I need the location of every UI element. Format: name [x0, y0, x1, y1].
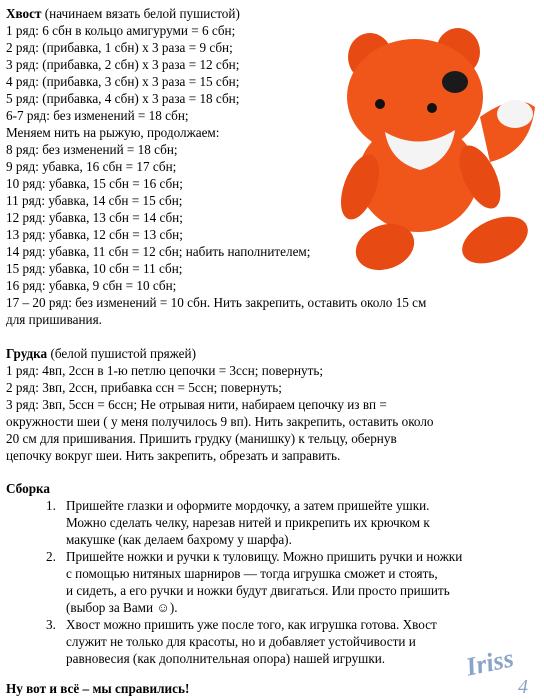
fox-toy-photo	[330, 12, 540, 282]
tail-row-16: 16 ряд: убавка, 9 сбн = 10 сбн;	[6, 278, 177, 293]
author-signature: Iriss	[463, 643, 517, 682]
assembly-item-2-line-4: (выбор за Вами ☺).	[66, 600, 178, 615]
chest-line-3: 3 ряд: 3вп, 5ссн = 6ссн; Не отрывая нити, набираем цепочку из вп =	[6, 397, 387, 412]
tail-row-5: 5 ряд: (прибавка, 4 сбн) х 3 раза = 18 сбн;	[6, 91, 240, 106]
assembly-item-1-line-2: Можно сделать челку, нарезав нитей и прикрепить их крючком к	[66, 515, 430, 530]
tail-row-15: 15 ряд: убавка, 10 сбн = 11 сбн;	[6, 261, 183, 276]
tail-subtitle: (начинаем вязать белой пушистой)	[41, 6, 240, 21]
fox-nose	[442, 71, 468, 93]
assembly-item-2-line-1: Пришейте ножки и ручки к туловищу. Можно пришить ручки и ножки	[66, 549, 463, 564]
fox-eye-left	[375, 99, 385, 109]
chest-line-6: цепочку вокруг шеи. Нить закрепить, обрезать и заправить.	[6, 448, 341, 463]
assembly-item-1-number: 1.	[46, 498, 56, 513]
tail-title: Хвост	[6, 6, 42, 21]
tail-row-7: Меняем нить на рыжую, продолжаем:	[6, 125, 220, 140]
assembly-item-2-line-3: и сидеть, а его ручки и ножки будут двигаться. Или просто пришить	[66, 583, 450, 598]
tail-heading	[6, 6, 240, 21]
fox-leg-right	[455, 207, 535, 273]
closing-line: Ну вот и всё – мы справились!	[6, 681, 190, 696]
tail-row-3: 3 ряд: (прибавка, 2 сбн) х 3 раза = 12 сбн;	[6, 57, 240, 72]
tail-row-14: 14 ряд: убавка, 11 сбн = 12 сбн; набить наполнителем;	[6, 244, 311, 259]
tail-row-6: 6-7 ряд: без изменений = 18 сбн;	[6, 108, 189, 123]
chest-line-1: 1 ряд: 4вп, 2ссн в 1-ю петлю цепочки = 3ссн; повернуть;	[6, 363, 324, 378]
tail-row-1: 1 ряд: 6 сбн в кольцо амигуруми = 6 сбн;	[6, 23, 236, 38]
assembly-item-2-line-2: с помощью нитяных шарниров — тогда игрушка сможет и стоять,	[66, 566, 438, 581]
assembly-item-3-line-2: служит не только для красоты, но и добавляет устойчивости и	[66, 634, 416, 649]
page-number: 4	[518, 676, 528, 698]
tail-row-17-cont: для пришивания.	[6, 312, 102, 327]
assembly-item-3-line-1: Хвост можно пришить уже после того, как игрушка готова. Хвост	[66, 617, 437, 632]
tail-row-11: 11 ряд: убавка, 14 сбн = 15 сбн;	[6, 193, 183, 208]
assembly-item-3-number: 3.	[46, 617, 56, 632]
fox-eye-right	[427, 103, 437, 113]
fox-tail-tip	[497, 100, 533, 128]
tail-row-4: 4 ряд: (прибавка, 3 сбн) х 3 раза = 15 сбн;	[6, 74, 240, 89]
assembly-item-1-line-1: Пришейте глазки и оформите мордочку, а затем пришейте ушки.	[66, 498, 430, 513]
chest-title: Грудка	[6, 346, 48, 361]
tail-row-9: 9 ряд: убавка, 16 сбн = 17 сбн;	[6, 159, 177, 174]
tail-row-12: 12 ряд: убавка, 13 сбн = 14 сбн;	[6, 210, 183, 225]
chest-line-2: 2 ряд: 3вп, 2ссн, прибавка ссн = 5ссн; повернуть;	[6, 380, 282, 395]
chest-heading	[6, 346, 196, 361]
assembly-item-2-number: 2.	[46, 549, 56, 564]
tail-row-8: 8 ряд: без изменений = 18 сбн;	[6, 142, 178, 157]
tail-row-10: 10 ряд: убавка, 15 сбн = 16 сбн;	[6, 176, 183, 191]
tail-row-2: 2 ряд: (прибавка, 1 сбн) х 3 раза = 9 сбн;	[6, 40, 233, 55]
assembly-item-3-line-3: равновесия (как дополнительная опора) нашей игрушки.	[66, 651, 386, 666]
chest-line-5: 20 см для пришивания. Пришить грудку (манишку) к тельцу, обернув	[6, 431, 397, 446]
tail-row-13: 13 ряд: убавка, 12 сбн = 13 сбн;	[6, 227, 183, 242]
assembly-item-1-line-3: макушке (как делаем бахрому у шарфа).	[66, 532, 292, 547]
chest-line-4: окружности шеи ( у меня получилось 9 вп). Нить закрепить, оставить около	[6, 414, 434, 429]
tail-row-17: 17 – 20 ряд: без изменений = 10 сбн. Нить закрепить, оставить около 15 см	[6, 295, 427, 310]
chest-subtitle: (белой пушистой пряжей)	[47, 346, 196, 361]
assembly-title: Сборка	[6, 481, 51, 496]
